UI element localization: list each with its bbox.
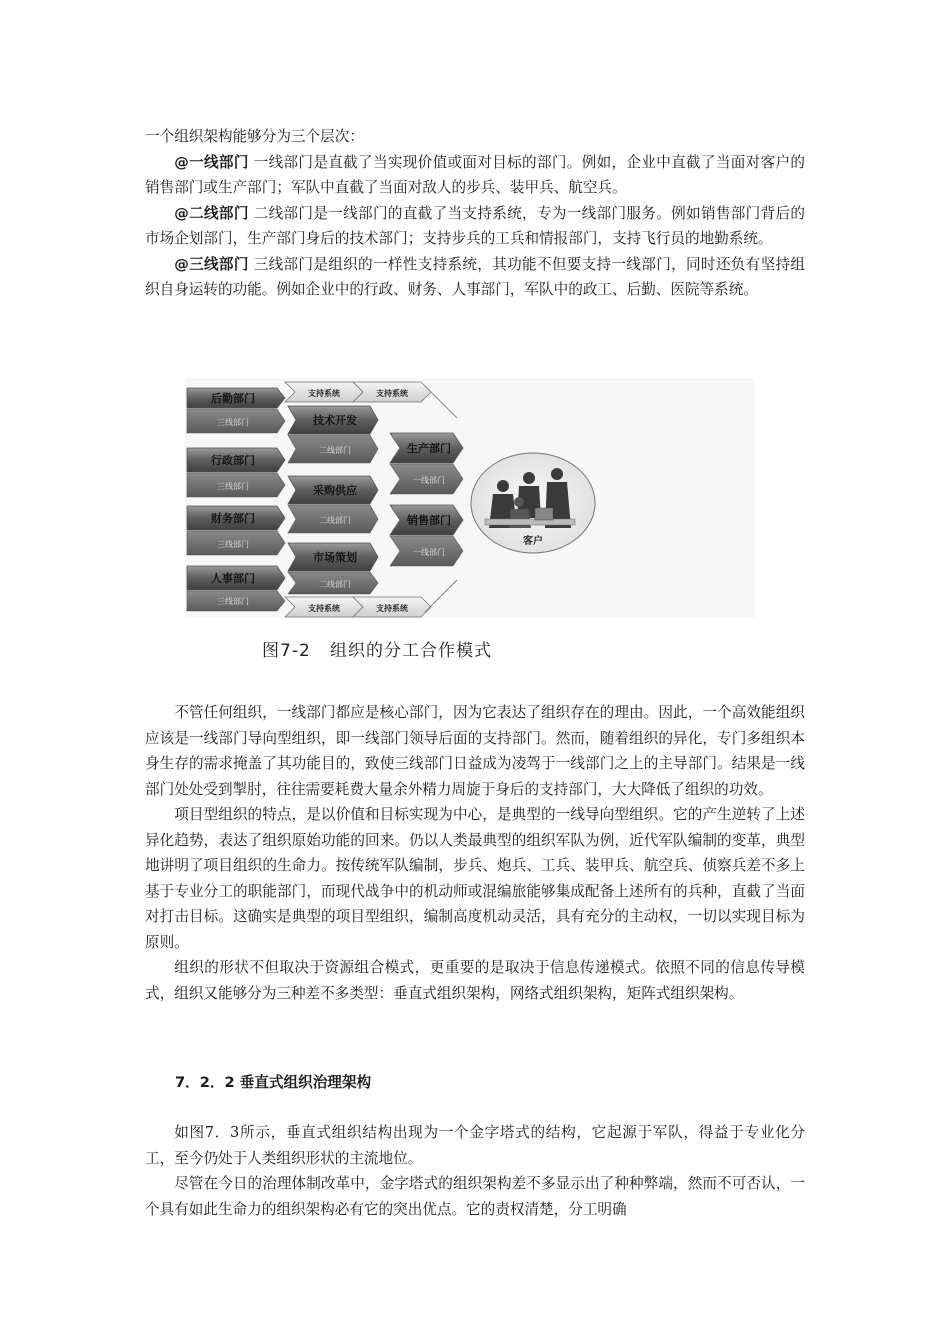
intro-paragraph-2 [145, 150, 805, 201]
body-section-2 [145, 700, 805, 1006]
dept-tech-label: 技术开发 [313, 414, 357, 427]
dept-admin-label: 行政部门 [211, 454, 255, 467]
dept-logistics-sub-label: 三线部门 [217, 418, 249, 427]
meeting-table [485, 519, 575, 525]
org-division-figure [185, 378, 755, 618]
dept-marketing-label: 市场策划 [313, 551, 357, 564]
term-third-line: @三线部门 [174, 255, 249, 273]
body3-paragraph-2: 尽管在今日的治理体制改革中，金字塔式的组织架构差不多显示出了种种弊端，然而不可否认，一个具有如此生命力的组织架构必有它的突出优点。它的责权清楚，分工明确 [145, 1175, 805, 1218]
dept-marketing-sub-label: 二线部门 [319, 580, 351, 589]
intro-paragraph-4 [145, 252, 805, 303]
customer-group [471, 453, 595, 553]
dept-logistics-label: 后勤部门 [211, 392, 255, 405]
dept-purchase-label: 采购供应 [313, 484, 357, 497]
intro-section [145, 124, 805, 303]
term-first-line-desc: 一线部门是直截了当实现价值或面对目标的部门。例如，企业中直截了当面对客户的销售部门或生产部门；军队中直截了当面对敌人的步兵、装甲兵、航空兵。 [145, 153, 805, 196]
term-second-line: @二线部门 [174, 204, 249, 222]
section-heading: 7．2．2 垂直式组织治理架构 [175, 1074, 372, 1091]
body2-paragraph-3: 组织的形状不但取决于资源组合模式，更重要的是取决于信息传递模式。依照不同的信息传导模式，组织又能够分为三种差不多类型：垂直式组织架构，网络式组织架构，矩阵式组织架构。 [145, 959, 805, 1002]
term-second-line-desc: 二线部门是一线部门的直截了当支持系统，专为一线部门服务。例如销售部门背后的市场企划部门，生产部门身后的技术部门；支持步兵的工兵和情报部门，支持飞行员的地勤系统。 [145, 204, 805, 247]
dept-hr-label: 人事部门 [211, 572, 255, 585]
support-top-1-label: 支持系统 [308, 389, 340, 398]
intro-paragraph-1: 一个组织架构能够分为三个层次： [145, 128, 364, 145]
dept-production-sub-label: 一线部门 [413, 476, 445, 485]
term-first-line: @一线部门 [174, 153, 249, 171]
body3-paragraph-1: 如图7．3所示，垂直式组织结构出现为一个金字塔式的结构，它起源于军队，得益于专业化分工，至今仍处于人类组织形状的主流地位。 [145, 1124, 805, 1167]
support-bottom-2-label: 支持系统 [376, 604, 408, 613]
dept-tech-sub-label: 二线部门 [319, 446, 351, 455]
support-top-2-label: 支持系统 [376, 389, 408, 398]
body2-paragraph-1: 不管任何组织，一线部门都应是核心部门，因为它表达了组织存在的理由。因此，一个高效能组织应该是一线部门导向型组织，即一线部门领导后面的支持部门。然而，随着组织的异化，专门多组织本身生存的需求掩盖了其功能目的，致使三线部门日益成为凌驾于一线部门之上的主导部门。结果是一线部门处处受到掣肘，往往需要耗费大量余外精力周旋于身后的支持部门，大大降低了组织的功效。 [145, 704, 805, 798]
dept-purchase-sub-label: 二线部门 [319, 516, 351, 525]
dept-sales-label: 销售部门 [407, 514, 451, 527]
body-section-3 [145, 1120, 805, 1222]
dept-finance-label: 财务部门 [211, 512, 255, 525]
figure-caption: 图7-2 组织的分工合作模式 [262, 641, 492, 661]
col2-block [288, 406, 378, 594]
laptop-icon [535, 508, 553, 520]
dept-production-label: 生产部门 [407, 442, 451, 455]
support-bottom-1-label: 支持系统 [308, 604, 340, 613]
term-third-line-desc: 三线部门是组织的一样性支持系统，其功能不但要支持一线部门，同时还负有坚持组织自身运转的功能。例如企业中的行政、财务、人事部门，军队中的政工、后勤、医院等系统。 [145, 255, 805, 298]
dept-admin-sub-label: 三线部门 [217, 482, 249, 491]
customer-label: 客户 [523, 536, 543, 547]
intro-paragraph-3 [145, 201, 805, 252]
dept-finance-sub-label: 三线部门 [217, 540, 249, 549]
dept-sales-sub-label: 一线部门 [413, 548, 445, 557]
dept-hr-sub-label: 三线部门 [217, 597, 249, 606]
body2-paragraph-2: 项目型组织的特点，是以价值和目标实现为中心，是典型的一线导向型组织。它的产生逆转了上述异化趋势，表达了组织原始功能的回来。仍以人类最典型的组织军队为例，近代军队编制的变革，典型地讲明了项目组织的生命力。按传统军队编制，步兵、炮兵、工兵、装甲兵、航空兵、侦察兵差不多上基于专业分工的职能部门，而现代战争中的机动师或混编旅能够集成配备上述所有的兵种，直截了当面对打击目标。这确实是典型的项目型组织，编制高度机动灵活，具有充分的主动权，一切以实现目标为原则。 [145, 806, 805, 951]
